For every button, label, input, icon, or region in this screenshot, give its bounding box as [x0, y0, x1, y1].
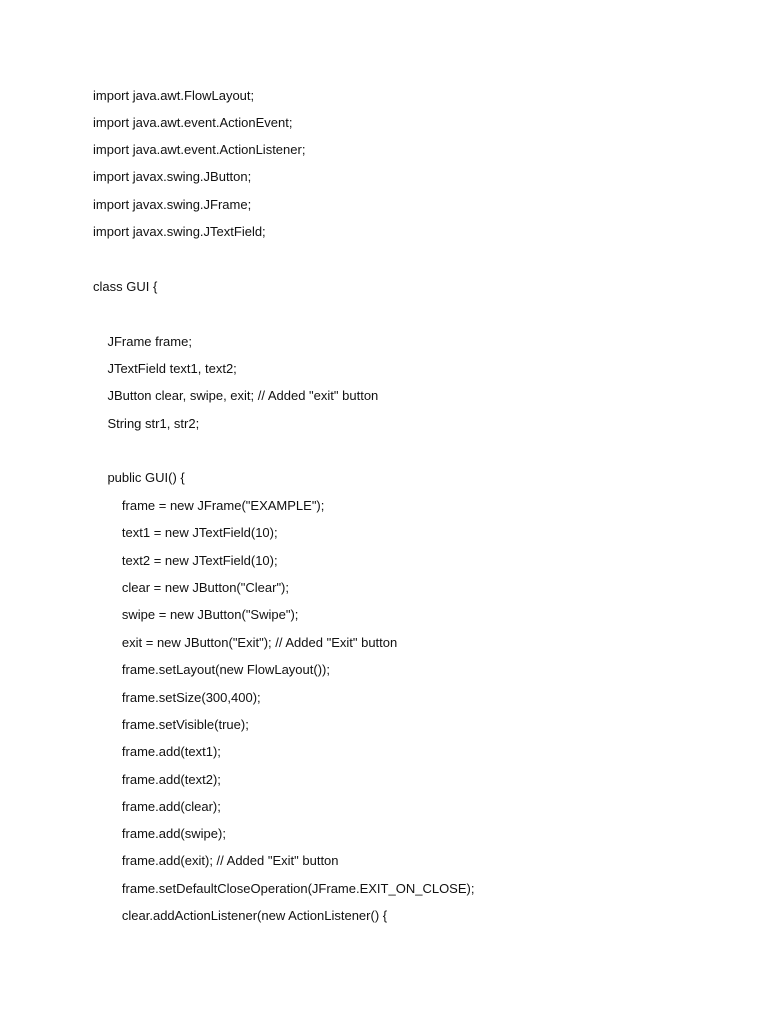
code-line: JButton clear, swipe, exit; // Added "exit" button — [93, 388, 379, 403]
code-line: class GUI { — [93, 279, 158, 294]
code-line: exit = new JButton("Exit"); // Added "Exit" button — [93, 635, 398, 650]
code-line: frame.add(text1); — [93, 744, 221, 759]
code-line: String str1, str2; — [93, 416, 200, 431]
code-line: frame.setLayout(new FlowLayout()); — [93, 662, 330, 677]
code-line: frame.setSize(300,400); — [93, 690, 261, 705]
code-line: frame.add(exit); // Added "Exit" button — [93, 853, 339, 868]
code-line: text1 = new JTextField(10); — [93, 525, 278, 540]
code-line: clear.addActionListener(new ActionListener() { — [93, 908, 388, 923]
code-line: import java.awt.event.ActionEvent; — [93, 115, 293, 130]
code-line: import javax.swing.JFrame; — [93, 197, 252, 212]
code-line: frame.add(clear); — [93, 799, 221, 814]
code-line: frame.add(text2); — [93, 772, 221, 787]
code-line: public GUI() { — [93, 470, 185, 485]
code-line: JTextField text1, text2; — [93, 361, 237, 376]
code-line: frame.add(swipe); — [93, 826, 226, 841]
code-line: text2 = new JTextField(10); — [93, 553, 278, 568]
code-line: frame = new JFrame("EXAMPLE"); — [93, 498, 325, 513]
code-line: clear = new JButton("Clear"); — [93, 580, 289, 595]
code-line: frame.setVisible(true); — [93, 717, 249, 732]
code-line: import java.awt.FlowLayout; — [93, 88, 255, 103]
code-line: frame.setDefaultCloseOperation(JFrame.EXIT_ON_CLOSE); — [93, 881, 475, 896]
code-line: JFrame frame; — [93, 334, 192, 349]
code-line: import java.awt.event.ActionListener; — [93, 142, 306, 157]
code-line: import javax.swing.JTextField; — [93, 224, 266, 239]
code-line: import javax.swing.JButton; — [93, 169, 252, 184]
code-line: swipe = new JButton("Swipe"); — [93, 607, 299, 622]
